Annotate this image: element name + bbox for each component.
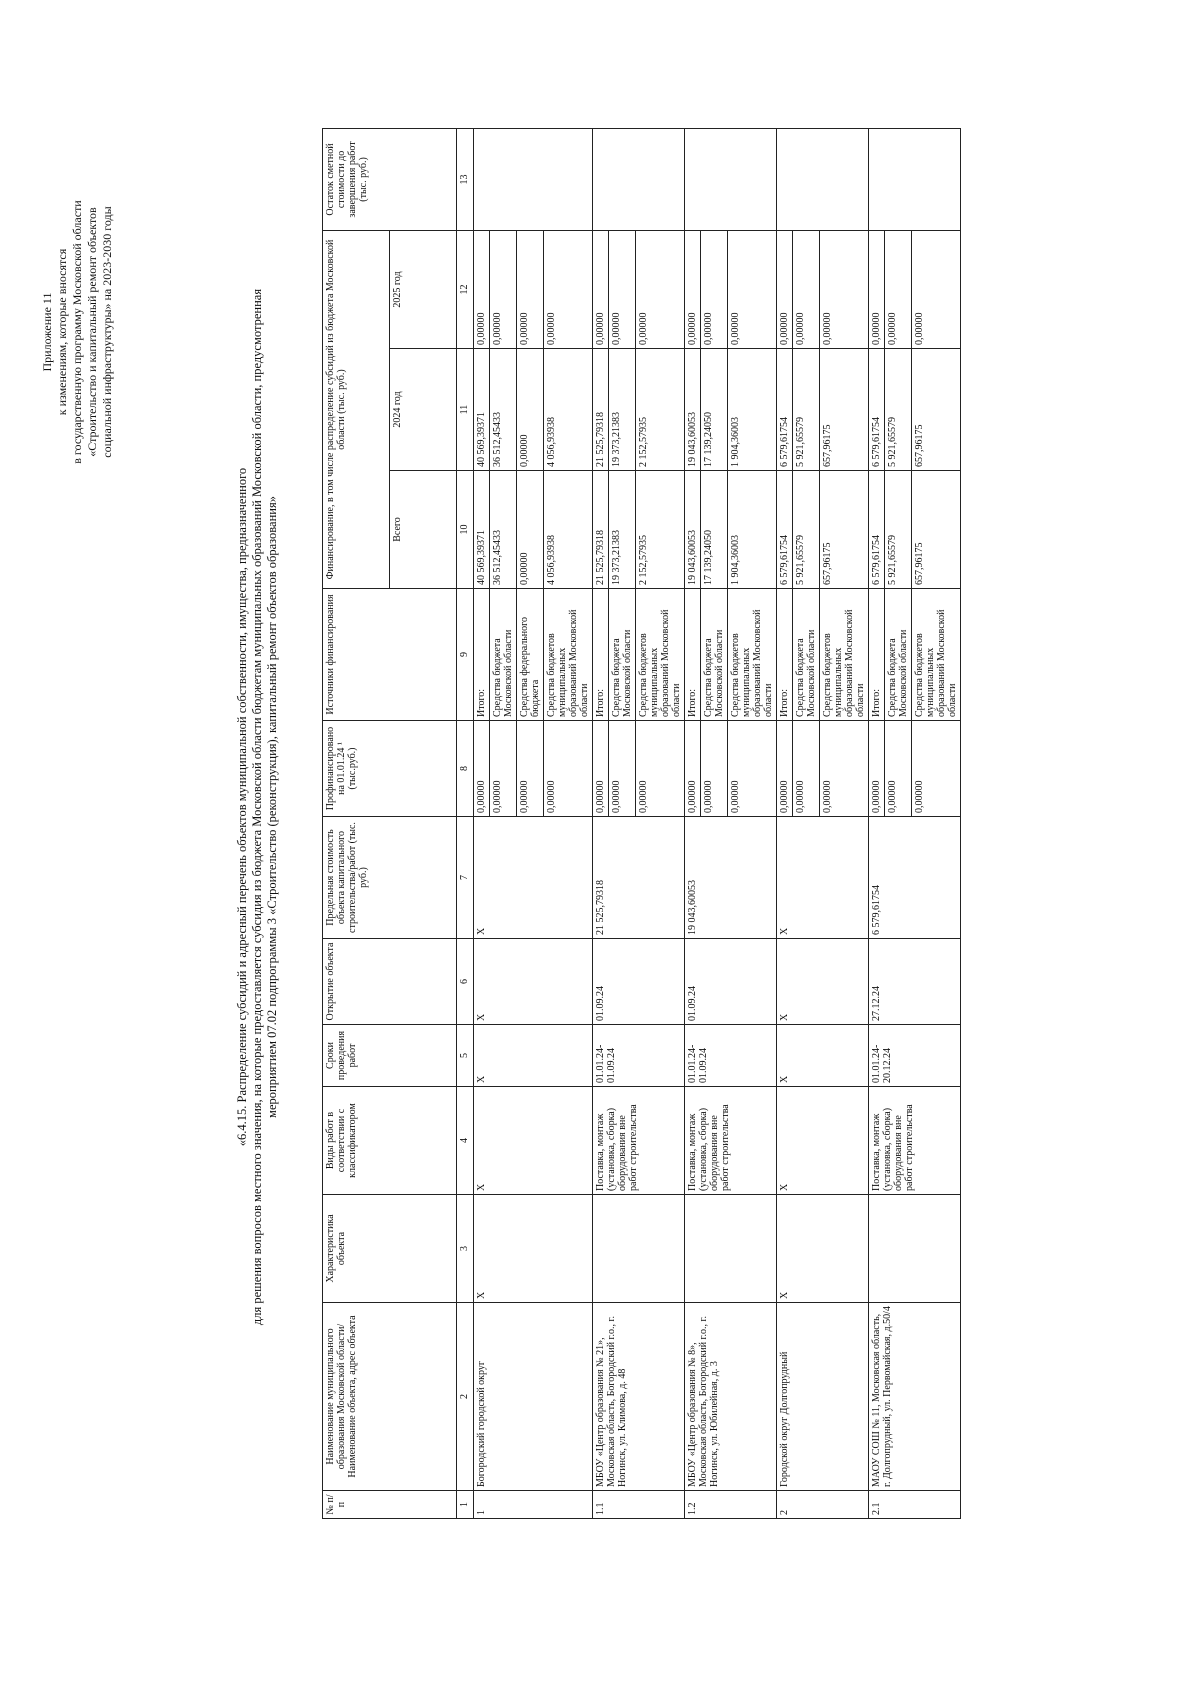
- row-char: Х: [777, 1195, 869, 1303]
- row-2024: 0,00000: [517, 349, 544, 471]
- row-2025: 0,00000: [685, 230, 701, 348]
- row-source: Средства бюджетов муниципальных образований Московской области: [912, 589, 961, 721]
- row-source: Средства бюджета Московской области: [490, 589, 517, 721]
- row-2025: 0,00000: [474, 230, 490, 348]
- row-cost: 21 525,79318: [593, 817, 685, 939]
- row-2025: 0,00000: [885, 230, 912, 348]
- row-total: 5 921,65579: [885, 471, 912, 589]
- index-cell: 10: [457, 471, 474, 589]
- document-title: [235, 187, 280, 1427]
- row-2024: 17 139,24050: [701, 349, 728, 471]
- row-total: 0,00000: [517, 471, 544, 589]
- row-works: Поставка, монтаж (установка, сборка) оборудования вне работ строительства: [685, 1087, 777, 1195]
- row-total: 657,96175: [820, 471, 869, 589]
- row-2024: 19 043,60053: [685, 349, 701, 471]
- header-financed: Профинансировано на 01.01.24 ¹ (тыс.руб.): [323, 721, 457, 817]
- row-2025: 0,00000: [701, 230, 728, 348]
- row-num: 1.1: [593, 1491, 685, 1519]
- title-line: мероприятием 07.02 подпрограммы 3 «Строительство (реконструкция), капитальный ремонт объектов образования»: [265, 496, 279, 1118]
- row-remainder: [685, 128, 777, 230]
- row-remainder: [869, 128, 961, 230]
- row-total: 5 921,65579: [793, 471, 820, 589]
- row-total: 40 569,39371: [474, 471, 490, 589]
- row-source: Средства бюджета Московской области: [701, 589, 728, 721]
- table-row: [685, 128, 701, 1518]
- row-2024: 657,96175: [912, 349, 961, 471]
- row-num: 1: [474, 1491, 593, 1519]
- appendix-line: в государственную программу Московской области: [70, 200, 84, 464]
- row-works: Х: [474, 1087, 593, 1195]
- row-remainder: [593, 128, 685, 230]
- index-cell: 9: [457, 589, 474, 721]
- row-total: 21 525,79318: [593, 471, 609, 589]
- header-total: Всего: [390, 471, 457, 589]
- appendix-header: [40, 52, 115, 612]
- row-2025: 0,00000: [544, 230, 593, 348]
- header-remainder: Остаток сметной стоимости до завершения работ (тыс. руб.): [323, 128, 457, 230]
- index-cell: 3: [457, 1195, 474, 1303]
- header-2024: 2024 год: [390, 349, 457, 471]
- row-financed: 0,00000: [517, 721, 544, 817]
- row-2025: 0,00000: [820, 230, 869, 348]
- row-cost: Х: [777, 817, 869, 939]
- row-source: Итого:: [685, 589, 701, 721]
- row-source: Итого:: [869, 589, 885, 721]
- row-2024: 21 525,79318: [593, 349, 609, 471]
- row-source: Средства бюджета Московской области: [609, 589, 636, 721]
- row-total: 6 579,61754: [777, 471, 793, 589]
- row-total: 4 056,93938: [544, 471, 593, 589]
- row-dates: 01.01.24-01.09.24: [593, 1025, 685, 1087]
- row-name: МАОУ СОШ № 11, Московская область, г. Долгопрудный, ул. Первомайская, д.50/4: [869, 1303, 961, 1491]
- row-source: Средства бюджета Московской области: [793, 589, 820, 721]
- index-cell: 2: [457, 1303, 474, 1491]
- appendix-line: «Строительство и капитальный ремонт объектов: [85, 207, 99, 457]
- row-financed: 0,00000: [777, 721, 793, 817]
- row-financed: 0,00000: [912, 721, 961, 817]
- index-cell: 7: [457, 817, 474, 939]
- row-source: Средства бюджетов муниципальных образований Московской области: [728, 589, 777, 721]
- row-open: 01.09.24: [685, 939, 777, 1025]
- row-name: Городской округ Долгопрудный: [777, 1303, 869, 1491]
- row-source: Итого:: [474, 589, 490, 721]
- row-cost: 6 579,61754: [869, 817, 961, 939]
- row-num: 1.2: [685, 1491, 777, 1519]
- header-num: № п/п: [323, 1491, 457, 1519]
- row-num: 2: [777, 1491, 869, 1519]
- row-source: Средства федерального бюджета: [517, 589, 544, 721]
- row-2025: 0,00000: [777, 230, 793, 348]
- header-funding-group: Финансирование, в том числе распределение субсидий из бюджета Московской области (тыс. руб.): [323, 230, 390, 588]
- row-source: Средства бюджета Московской области: [885, 589, 912, 721]
- header-works: Виды работ в соответствии с классификатором: [323, 1087, 457, 1195]
- row-works: Х: [777, 1087, 869, 1195]
- index-row: [457, 128, 474, 1518]
- row-remainder: [777, 128, 869, 230]
- row-2024: 4 056,93938: [544, 349, 593, 471]
- row-2024: 36 512,45433: [490, 349, 517, 471]
- row-total: 1 904,36003: [728, 471, 777, 589]
- index-cell: 8: [457, 721, 474, 817]
- row-name: Богородский городской округ: [474, 1303, 593, 1491]
- row-2025: 0,00000: [593, 230, 609, 348]
- appendix-line: к изменениям, которые вносятся: [55, 248, 69, 416]
- row-2024: 6 579,61754: [777, 349, 793, 471]
- title-line: для решения вопросов местного значения, на которые предоставляется субсидия из бюджета Московской области бюджетам муниципальных образований Московской области, предусмотренная: [250, 288, 264, 1326]
- row-2025: 0,00000: [728, 230, 777, 348]
- row-remainder: [474, 128, 593, 230]
- row-financed: 0,00000: [820, 721, 869, 817]
- row-2025: 0,00000: [636, 230, 685, 348]
- header-dates: Сроки проведения работ: [323, 1025, 457, 1087]
- header-cost: Предельная стоимость объекта капитального строительства/работ (тыс. руб.): [323, 817, 457, 939]
- row-2025: 0,00000: [869, 230, 885, 348]
- row-financed: 0,00000: [793, 721, 820, 817]
- row-financed: 0,00000: [885, 721, 912, 817]
- row-works: Поставка, монтаж (установка, сборка) оборудования вне работ строительства: [593, 1087, 685, 1195]
- row-financed: 0,00000: [869, 721, 885, 817]
- row-source: Итого:: [593, 589, 609, 721]
- row-financed: 0,00000: [593, 721, 609, 817]
- index-cell: 4: [457, 1087, 474, 1195]
- row-char: [593, 1195, 685, 1303]
- header-sources: Источники финансирования: [323, 589, 457, 721]
- row-cost: Х: [474, 817, 593, 939]
- index-cell: 6: [457, 939, 474, 1025]
- row-2025: 0,00000: [912, 230, 961, 348]
- row-financed: 0,00000: [685, 721, 701, 817]
- appendix-line: социальной инфраструктуры» на 2023-2030 годы: [100, 206, 114, 458]
- row-dates: 01.01.24-01.09.24: [685, 1025, 777, 1087]
- row-source: Средства бюджетов муниципальных образований Московской области: [636, 589, 685, 721]
- row-2024: 19 373,21383: [609, 349, 636, 471]
- row-2024: 5 921,65579: [885, 349, 912, 471]
- row-char: Х: [474, 1195, 593, 1303]
- row-2024: 5 921,65579: [793, 349, 820, 471]
- row-name: МБОУ «Центр образования № 21», Московская область, Богородский г.о., г. Ногинск, ул. Климова, д. 48: [593, 1303, 685, 1491]
- row-2024: 657,96175: [820, 349, 869, 471]
- index-cell: 1: [457, 1491, 474, 1519]
- table-row: [593, 128, 609, 1518]
- row-dates: Х: [777, 1025, 869, 1087]
- appendix-line: Приложение 11: [40, 292, 54, 372]
- row-2024: 40 569,39371: [474, 349, 490, 471]
- header-char: Характеристика объекта: [323, 1195, 457, 1303]
- row-2025: 0,00000: [517, 230, 544, 348]
- index-cell: 12: [457, 230, 474, 348]
- row-source: Итого:: [777, 589, 793, 721]
- row-open: 01.09.24: [593, 939, 685, 1025]
- header-2025: 2025 год: [390, 230, 457, 348]
- row-source: Средства бюджетов муниципальных образований Московской области: [544, 589, 593, 721]
- title-line: «6.4.15. Распределение субсидий и адресный перечень объектов муниципальной собственности, имущества, предназначенного: [235, 467, 249, 1147]
- row-dates: 01.01.24-20.12.24: [869, 1025, 961, 1087]
- row-2025: 0,00000: [609, 230, 636, 348]
- row-2024: 6 579,61754: [869, 349, 885, 471]
- row-total: 17 139,24050: [701, 471, 728, 589]
- row-char: [685, 1195, 777, 1303]
- row-financed: 0,00000: [474, 721, 490, 817]
- row-total: 19 043,60053: [685, 471, 701, 589]
- row-2024: 2 152,57935: [636, 349, 685, 471]
- row-financed: 0,00000: [636, 721, 685, 817]
- row-works: Поставка, монтаж (установка, сборка) оборудования вне работ строительства: [869, 1087, 961, 1195]
- row-dates: Х: [474, 1025, 593, 1087]
- row-financed: 0,00000: [609, 721, 636, 817]
- index-cell: 5: [457, 1025, 474, 1087]
- row-2025: 0,00000: [490, 230, 517, 348]
- header-row: [323, 128, 390, 1518]
- table-row: [777, 128, 793, 1518]
- subsidy-table: [322, 128, 961, 1519]
- row-financed: 0,00000: [728, 721, 777, 817]
- header-open: Открытие объекта: [323, 939, 457, 1025]
- row-open: Х: [474, 939, 593, 1025]
- row-financed: 0,00000: [701, 721, 728, 817]
- index-cell: 13: [457, 128, 474, 230]
- row-total: 657,96175: [912, 471, 961, 589]
- row-name: МБОУ «Центр образования № 8», Московская область, Богородский г.о., г. Ногинск, ул. Юбилейная, д. 3: [685, 1303, 777, 1491]
- row-total: 6 579,61754: [869, 471, 885, 589]
- row-open: 27.12.24: [869, 939, 961, 1025]
- row-2025: 0,00000: [793, 230, 820, 348]
- row-num: 2.1: [869, 1491, 961, 1519]
- row-cost: 19 043,60053: [685, 817, 777, 939]
- row-total: 19 373,21383: [609, 471, 636, 589]
- row-char: [869, 1195, 961, 1303]
- table-row: [869, 128, 885, 1518]
- row-financed: 0,00000: [544, 721, 593, 817]
- row-financed: 0,00000: [490, 721, 517, 817]
- header-name: Наименование муниципального образования Московской области/ Наименование объекта, адрес объекта: [323, 1303, 457, 1491]
- row-total: 36 512,45433: [490, 471, 517, 589]
- row-2024: 1 904,36003: [728, 349, 777, 471]
- row-total: 2 152,57935: [636, 471, 685, 589]
- index-cell: 11: [457, 349, 474, 471]
- row-open: Х: [777, 939, 869, 1025]
- row-source: Средства бюджетов муниципальных образований Московской области: [820, 589, 869, 721]
- table-row: [474, 128, 490, 1518]
